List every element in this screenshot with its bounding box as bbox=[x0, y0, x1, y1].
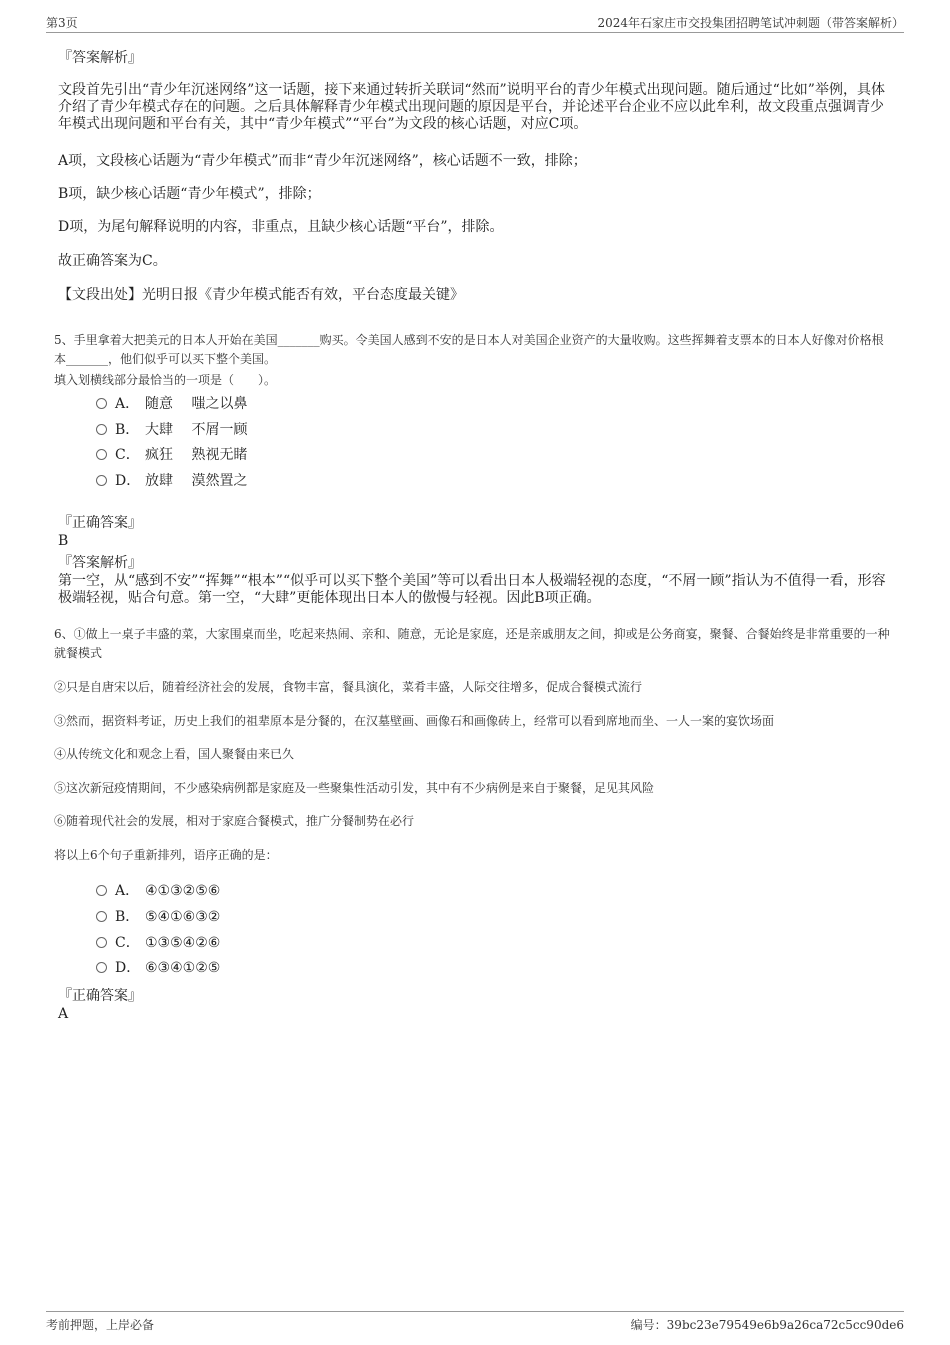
radio-icon[interactable] bbox=[96, 911, 107, 922]
q6-sentence-3: ③然而，据资料考证，历史上我们的祖辈原本是分餐的，在汉墓壁画、画像石和画像砖上，经常可以看到席地而坐、一人一案的宴饮场面 bbox=[54, 714, 775, 728]
q6-sentence-5: ⑤这次新冠疫情期间，不少感染病例都是家庭及一些聚集性活动引发，其中有不少病例是来自于聚餐，足见其风险 bbox=[54, 781, 655, 795]
q6-option-b[interactable]: B． ⑤④①⑥③② bbox=[96, 908, 220, 926]
document-code: 编号：39bc23e79549e6b9a26ca72c5cc90de6 bbox=[630, 1318, 904, 1332]
q6-sentence-4: ④从传统文化和观念上看，国人聚餐由来已久 bbox=[54, 747, 295, 761]
footer-slogan: 考前押题，上岸必备 bbox=[46, 1318, 155, 1332]
q5-answer: B bbox=[58, 533, 69, 549]
page-number: 第3页 bbox=[46, 16, 78, 30]
radio-icon[interactable] bbox=[96, 937, 107, 948]
q4-option-a-note: A项，文段核心话题为“青少年模式”而非“青少年沉迷网络”，核心话题不一致，排除； bbox=[58, 153, 587, 169]
q6-option-d[interactable]: D． ⑥③④①②⑤ bbox=[96, 959, 220, 977]
q6-option-c[interactable]: C． ①③⑤④②⑥ bbox=[96, 934, 220, 952]
page-header bbox=[46, 14, 904, 33]
q4-source: 【文段出处】光明日报《青少年模式能否有效，平台态度最关键》 bbox=[58, 287, 464, 303]
q6-sentence-6: ⑥随着现代社会的发展，相对于家庭合餐模式，推广分餐制势在必行 bbox=[54, 814, 415, 828]
q4-option-b-note: B项，缺少核心话题“青少年模式”，排除； bbox=[58, 186, 321, 202]
q5-option-c[interactable]: C． 疯狂 熟视无睹 bbox=[96, 446, 247, 464]
document-title: 2024年石家庄市交投集团招聘笔试冲刺题（带答案解析） bbox=[597, 16, 904, 30]
q6-option-a[interactable]: A． ④①③②⑤⑥ bbox=[96, 882, 220, 900]
q5-answer-label: 『正确答案』 bbox=[58, 515, 142, 531]
q5-option-b[interactable]: B． 大肆 不屑一顾 bbox=[96, 421, 247, 439]
q5-analysis: 第一空，从“感到不安”“挥舞”“根本”“似乎可以买下整个美国”等可以看出日本人极端轻视的态度，“不屑一顾”指认为不值得一看，形容极端轻视，贴合句意。第一空，“大肆”更能体现出日本人的傲慢与轻视。因此B项正确。 bbox=[58, 573, 886, 606]
radio-icon[interactable] bbox=[96, 424, 107, 435]
q5-option-a[interactable]: A． 随意 嗤之以鼻 bbox=[96, 395, 247, 413]
q4-conclusion: 故正确答案为C。 bbox=[58, 253, 167, 269]
q6-sentence-2: ②只是自唐宋以后，随着经济社会的发展，食物丰富，餐具演化，菜肴丰盛，人际交往增多，促成合餐模式流行 bbox=[54, 680, 643, 694]
q6-sentence-1: 6、①做上一桌子丰盛的菜，大家围桌而坐，吃起来热闹、亲和、随意，无论是家庭，还是亲戚朋友之间，抑或是公务商宴，聚餐、合餐始终是非常重要的一种就餐模式 bbox=[54, 627, 890, 660]
q4-analysis-label: 『答案解析』 bbox=[58, 50, 142, 66]
q5-option-d[interactable]: D． 放肆 漠然置之 bbox=[96, 472, 247, 490]
q5-prompt: 填入划横线部分最恰当的一项是（ ）。 bbox=[54, 373, 277, 387]
q5-analysis-label: 『答案解析』 bbox=[58, 555, 142, 571]
radio-icon[interactable] bbox=[96, 475, 107, 486]
page-footer bbox=[46, 1311, 904, 1334]
q4-option-d-note: D项，为尾句解释说明的内容，非重点，且缺少核心话题“平台”，排除。 bbox=[58, 219, 504, 235]
q4-analysis-paragraph: 文段首先引出“青少年沉迷网络”这一话题，接下来通过转折关联词“然而”说明平台的青少年模式出现问题。随后通过“比如”举例，具体介绍了青少年模式存在的问题。之后具体解释青少年模式出现问题的原因是平台，并论述平台企业不应以此牟利，故文段重点强调青少年模式出现问题和平台有关，其中“青少年模式”“平台”为文段的核心话题，对应C项。 bbox=[58, 82, 885, 132]
q6-prompt: 将以上6个句子重新排列，语序正确的是： bbox=[54, 848, 278, 862]
radio-icon[interactable] bbox=[96, 449, 107, 460]
q6-answer: A bbox=[58, 1006, 69, 1022]
radio-icon[interactable] bbox=[96, 885, 107, 896]
q6-answer-label: 『正确答案』 bbox=[58, 988, 142, 1004]
radio-icon[interactable] bbox=[96, 962, 107, 973]
radio-icon[interactable] bbox=[96, 398, 107, 409]
q5-stem: 5、手里拿着大把美元的日本人开始在美国_______购买。令美国人感到不安的是日本人对美国企业资产的大量收购。这些挥舞着支票本的日本人好像对价格根本_______，他们似乎可以买下整个美国。 bbox=[54, 333, 884, 366]
